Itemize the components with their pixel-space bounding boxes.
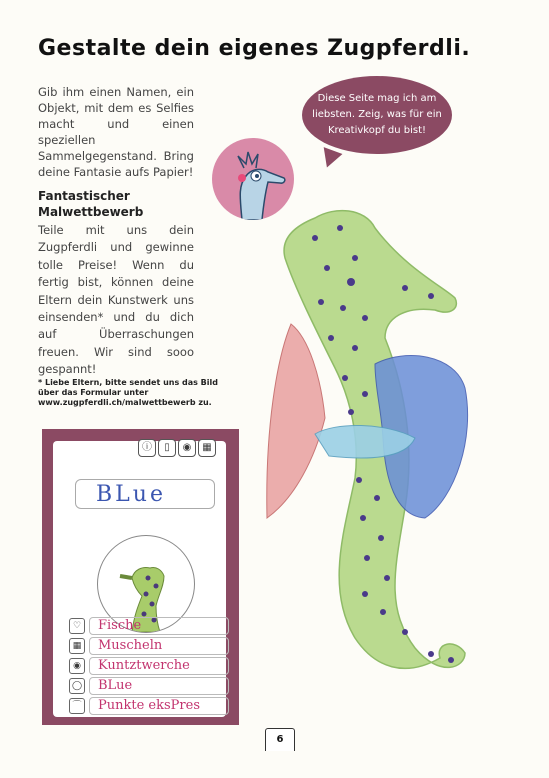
attribute-value: Punkte eksPres — [89, 697, 229, 715]
attribute-value: Kuntztwerche — [89, 657, 229, 675]
card-icon-row — [138, 439, 216, 457]
attribute-row — [69, 677, 229, 695]
shoe-icon: ⌒ — [69, 698, 85, 714]
speech-bubble-text: Diese Seite mag ich am liebsten. Zeig, was für ein Kreativkopf du bist! — [312, 93, 442, 136]
character-name-field — [75, 479, 215, 509]
contest-body: Teile mit uns dein Zugpferdli und gewinne tolle Preise! Wenn du fertig bist, können deine Eltern dein Kunstwerk uns einsenden* und du dich auf Überraschungen freuen. Wir sind sooo gespannt! — [38, 223, 194, 377]
speech-bubble — [302, 76, 452, 154]
attribute-row — [69, 637, 229, 655]
character-card — [42, 429, 239, 725]
contest-title: Fantastischer Malwettbewerb — [38, 189, 144, 219]
page-number: 6 — [265, 728, 295, 751]
attribute-list — [69, 617, 229, 717]
page-title: Gestalte dein eigenes Zugpferdli. — [38, 36, 471, 61]
camera-icon: ◉ — [69, 658, 85, 674]
intro-paragraph: Gib ihm einen Namen, ein Objekt, mit dem es Selfies macht und einen speziellen Sammelgegenstand. Bring deine Fantasie aufs Papier! — [38, 85, 194, 179]
intro-text — [38, 84, 194, 180]
seahorse-drawing — [255, 198, 540, 728]
speech-icon: ◯ — [69, 678, 85, 694]
phone-icon: ▯ — [158, 439, 176, 457]
card-inner — [53, 441, 226, 717]
attribute-value: BLue — [89, 677, 229, 695]
character-name: BLue — [96, 481, 166, 507]
box-icon: ▦ — [69, 638, 85, 654]
attribute-row — [69, 697, 229, 715]
camera-icon: ◉ — [178, 439, 196, 457]
attribute-row — [69, 657, 229, 675]
pink-fin — [267, 324, 325, 518]
box-icon: ▦ — [198, 439, 216, 457]
attribute-value: Muscheln — [89, 637, 229, 655]
attribute-value: Fische — [89, 617, 229, 635]
attribute-row — [69, 617, 229, 635]
footnote: * Liebe Eltern, bitte sendet uns das Bild über das Formular unter www.zugpferdli.ch/malwettbewerb zu. — [38, 378, 218, 407]
heart-icon: ♡ — [69, 618, 85, 634]
info-icon: ⓘ — [138, 439, 156, 457]
